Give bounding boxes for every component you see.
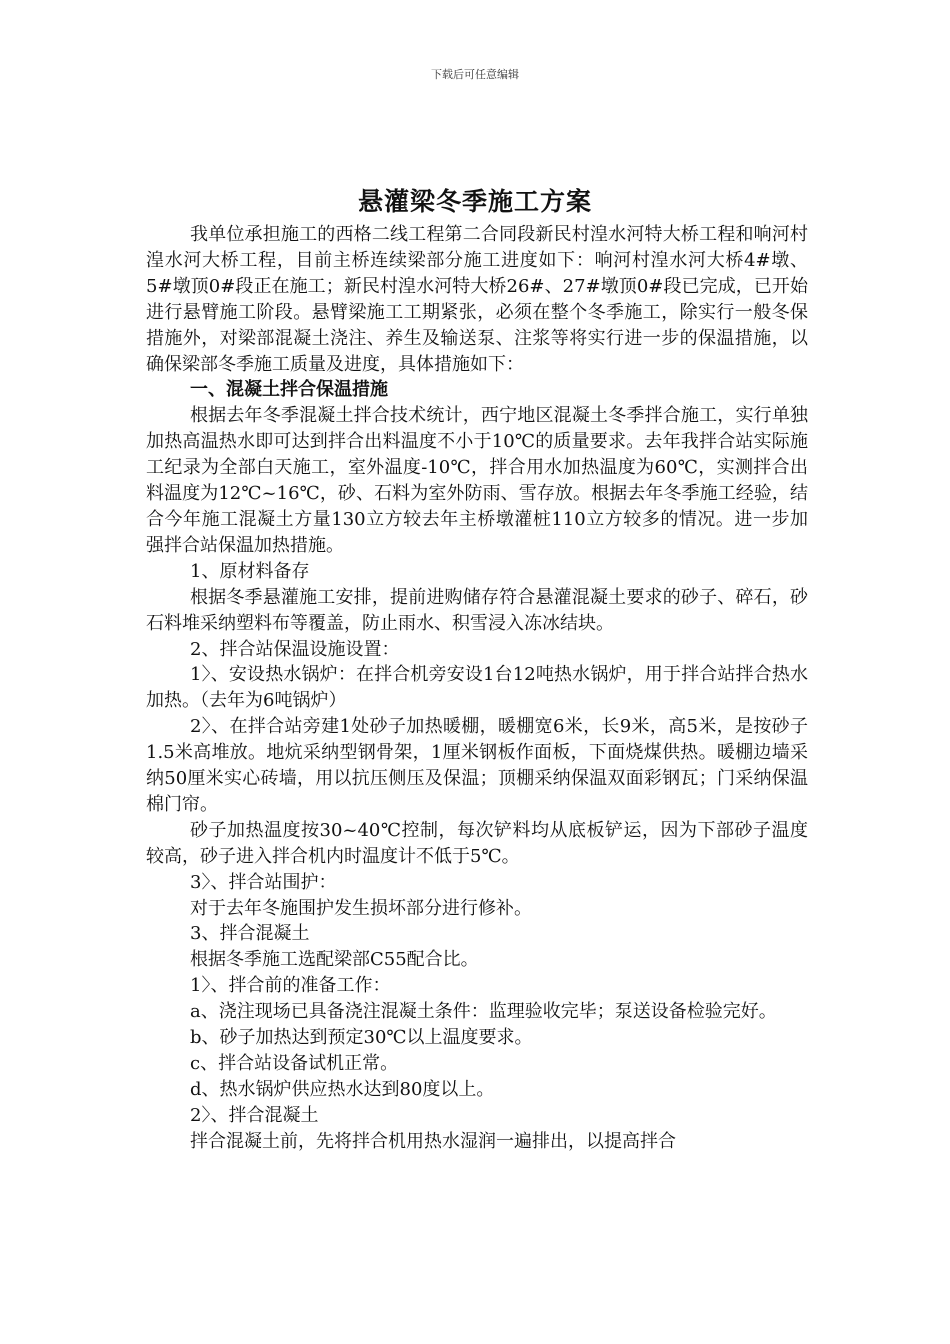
list-item: 1〉、安设热水锅炉：在拌合机旁安设1台12吨热水锅炉，用于拌合站拌合热水加热。（去年为6吨锅炉） [146,664,808,712]
paragraph: 根据冬季悬灌施工安排，提前进购储存符合悬灌混凝土要求的砂子、碎石，砂石料堆采纳塑料布等覆盖，防止雨水、积雪浸入冻冰结块。 [146,586,808,634]
document-body [146,222,808,1155]
list-item: d、热水锅炉供应热水达到80度以上。 [190,1078,495,1100]
subsection-heading: 1、原材料备存 [190,560,310,582]
list-item: b、砂子加热达到预定30℃以上温度要求。 [190,1027,533,1049]
list-item: 2〉、在拌合站旁建1处砂子加热暖棚，暖棚宽6米，长9米，高5米，是按砂子1.5米高堆放。地炕采纳型钢骨架，1厘米钢板作面板，下面烧煤供热。暖棚边墙采纳50厘米实心砖墙，用以抗压侧压及保温；顶棚采纳保温双面彩钢瓦；门采纳保温棉门帘。 [146,716,808,815]
paragraph: 拌合混凝土前，先将拌合机用热水湿润一遍排出，以提高拌合 [190,1130,676,1152]
list-item: 3〉、拌合站围护： [190,871,337,893]
paragraph-intro: 我单位承担施工的西格二线工程第二合同段新民村湟水河特大桥工程和响河村湟水河大桥工程，目前主桥连续梁部分施工进度如下：响河村湟水河大桥4#墩、5#墩顶0#段正在施工；新民村湟水河特大桥26#、27#墩顶0#段已完成，已开始进行悬臂施工阶段。悬臂梁施工工期紧张，必须在整个冬季施工，除实行一般冬保措施外，对梁部混凝土浇注、养生及输送泵、注浆等将实行进一步的保温措施，以确保梁部冬季施工质量及进度，具体措施如下： [146,224,808,375]
paragraph: 砂子加热温度按30~40℃控制，每次铲料均从底板铲运，因为下部砂子温度较高，砂子进入拌合机内时温度计不低于5℃。 [146,819,808,867]
list-item: 1〉、拌合前的准备工作： [190,975,391,997]
document-title: 悬灌梁冬季施工方案 [357,187,592,216]
list-item: 2〉、拌合混凝土 [190,1104,319,1126]
subsection-heading: 2、拌合站保温设施设置： [190,638,400,660]
paragraph: 根据冬季施工选配梁部C55配合比。 [190,949,479,971]
subsection-heading: 3、拌合混凝土 [190,923,310,945]
list-item: a、浇注现场已具备浇注混凝土条件：监理验收完毕；泵送设备检验完好。 [190,1001,777,1023]
list-item: c、拌合站设备试机正常。 [190,1053,399,1074]
paragraph: 对于去年冬施围护发生损坏部分进行修补。 [190,897,532,919]
paragraph: 根据去年冬季混凝土拌合技术统计，西宁地区混凝土冬季拌合施工，实行单独加热高温热水即可达到拌合出料温度不小于10℃的质量要求。去年我拌合站实际施工纪录为全部白天施工，室外温度-10℃，拌合用水加热温度为60℃，实测拌合出料温度为12℃~16℃，砂、石料为室外防雨、雪存放。根据去年冬季施工经验，结合今年施工混凝土方量130立方较去年主桥墩灌桩110立方较多的情况。进一步加强拌合站保温加热措施。 [146,405,808,556]
section-heading-1: 一、混凝土拌合保温措施 [190,379,388,401]
page-header-note: 下载后可任意编辑 [431,68,519,81]
